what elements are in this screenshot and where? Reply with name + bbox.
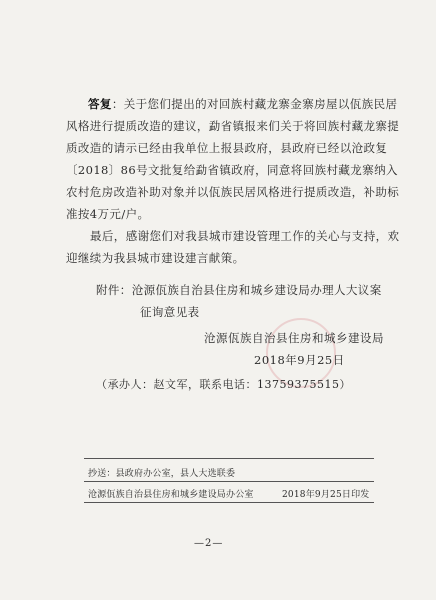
reply-text: ：关于您们提出的对回族村藏龙寨金寨房屋以佤族民居 bbox=[111, 97, 398, 111]
footer-rule-top bbox=[84, 458, 374, 459]
issuer-line bbox=[88, 487, 254, 500]
attachment-line-1 bbox=[96, 282, 382, 298]
issuer-org: 沧源佤族自治县住房和城乡建设局办公室 bbox=[88, 490, 254, 500]
body-line: 风格进行提质改造的建议，勐省镇报来们关于将回族村藏龙寨提 bbox=[66, 119, 400, 133]
reply-label: 答复 bbox=[88, 97, 112, 111]
body-line: 质改造的请示已经由我单位上报县政府，县政府已经以沧政复 bbox=[66, 141, 388, 155]
page-number: —2— bbox=[194, 538, 224, 549]
attachment-title: 沧源佤族自治县住房和城乡建设局办理人大议案 bbox=[131, 283, 382, 297]
footer-rule-middle bbox=[84, 481, 374, 482]
reply-paragraph-line-1 bbox=[88, 96, 397, 112]
signature-org: 沧源佤族自治县住房和城乡建设局 bbox=[204, 331, 384, 345]
attachment-line-2: 征询意见表 bbox=[140, 305, 200, 319]
body-line: 农村危房改造补助对象并以佤族民居风格进行提质改造，补助标 bbox=[66, 185, 400, 199]
contact-info: （承办人：赵文军，联系电话：13759375515） bbox=[96, 378, 351, 391]
footer-rule-bottom bbox=[84, 502, 374, 503]
cc-line: 抄送：县政府办公室，县人大选联委 bbox=[88, 469, 236, 479]
closing-line: 最后，感谢您们对我县城市建设管理工作的关心与支持，欢 bbox=[90, 229, 400, 243]
body-line: 准按4万元/户。 bbox=[66, 207, 150, 221]
signature-date: 2018年9月25日 bbox=[254, 353, 345, 367]
issue-date: 2018年9月25日印发 bbox=[282, 490, 370, 500]
closing-line: 迎继续为我县城市建设建言献策。 bbox=[66, 251, 245, 265]
attachment-label: 附件： bbox=[96, 283, 132, 297]
body-line: 〔2018〕86号文批复给勐省镇政府，同意将回族村藏龙寨纳入 bbox=[66, 163, 398, 177]
